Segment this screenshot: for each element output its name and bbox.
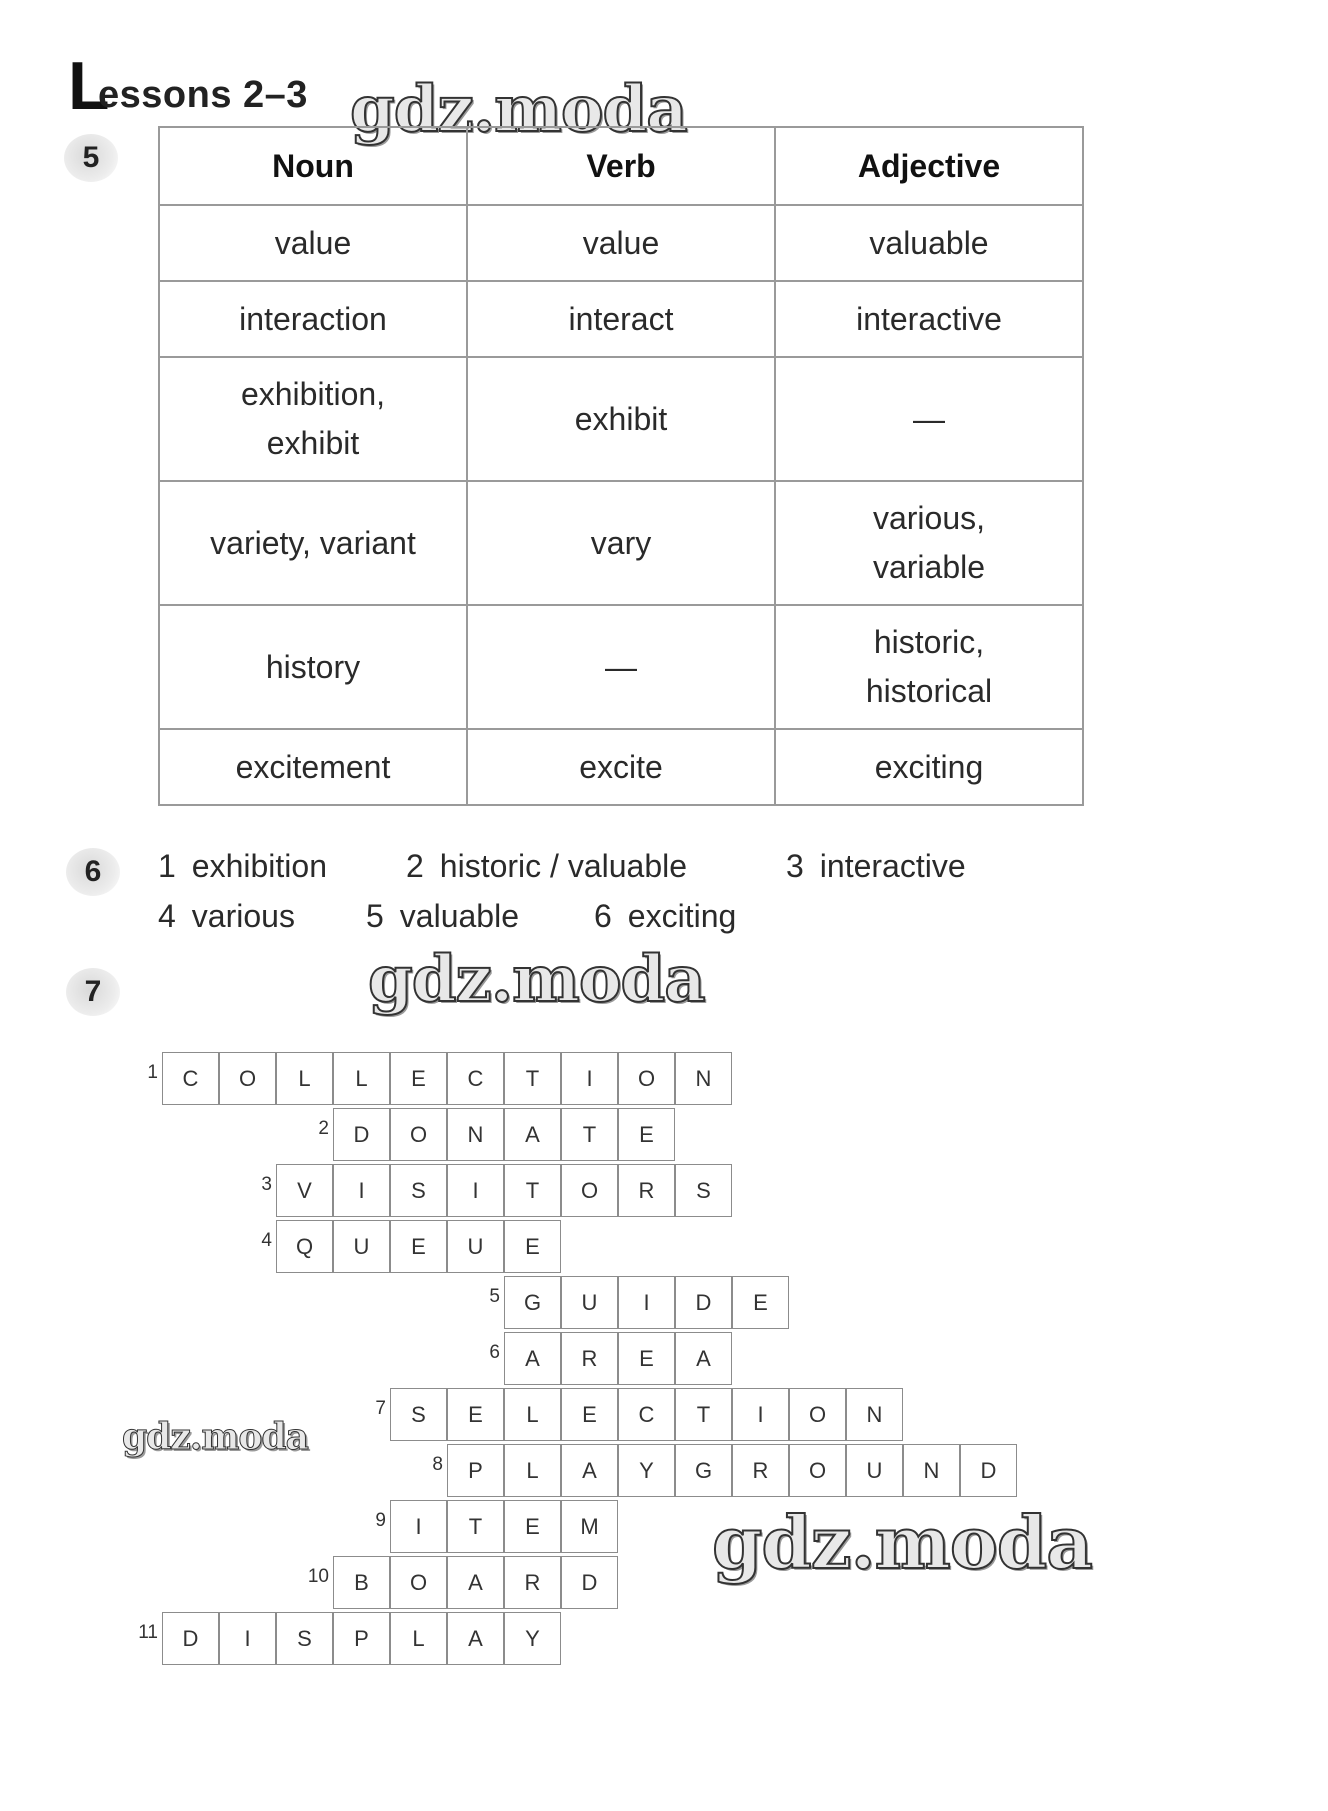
crossword-cell: O: [561, 1164, 618, 1217]
table-cell: [775, 281, 1083, 357]
crossword-cell: E: [390, 1052, 447, 1105]
title-initial-letter: L: [68, 48, 110, 124]
crossword-cell: I: [219, 1612, 276, 1665]
answer-number: 6: [594, 898, 612, 934]
crossword-cell: I: [447, 1164, 504, 1217]
table-cell: [159, 481, 467, 605]
crossword-cell: U: [333, 1220, 390, 1273]
crossword-cell: M: [561, 1500, 618, 1553]
table-cell: [159, 281, 467, 357]
crossword-cell: A: [447, 1612, 504, 1665]
crossword-cell: L: [333, 1052, 390, 1105]
crossword-clue-number: 9: [375, 1510, 386, 1531]
crossword-cell: A: [447, 1556, 504, 1609]
column-header: Adjective: [775, 127, 1083, 205]
crossword-cell: L: [504, 1444, 561, 1497]
answer-item: [158, 898, 295, 935]
crossword-clue-number: 5: [489, 1286, 500, 1307]
cell-text: value: [582, 224, 660, 261]
watermark: gdz.moda: [122, 1416, 308, 1458]
crossword-cell: I: [333, 1164, 390, 1217]
crossword-cell: P: [333, 1612, 390, 1665]
crossword-clue-number: 1: [147, 1062, 158, 1083]
cell-text: excitement: [235, 748, 391, 785]
crossword-cell: T: [561, 1108, 618, 1161]
table-row: [159, 205, 1083, 281]
watermark: gdz.moda: [712, 1500, 1092, 1585]
table-cell: [159, 605, 467, 729]
crossword-cell: C: [618, 1388, 675, 1441]
crossword-cell: N: [675, 1052, 732, 1105]
crossword-cell: O: [219, 1052, 276, 1105]
cell-text: —: [913, 400, 945, 437]
answer-text: various: [191, 898, 295, 934]
crossword-cell: U: [561, 1276, 618, 1329]
table-row: [159, 729, 1083, 805]
crossword-cell: L: [504, 1388, 561, 1441]
table-cell: [159, 205, 467, 281]
crossword-cell: E: [732, 1276, 789, 1329]
crossword-cell: C: [162, 1052, 219, 1105]
crossword-cell: R: [561, 1332, 618, 1385]
crossword-cell: N: [903, 1444, 960, 1497]
cell-text: various,: [872, 500, 986, 536]
crossword-cell: I: [618, 1276, 675, 1329]
table-row: [159, 281, 1083, 357]
crossword-cell: C: [447, 1052, 504, 1105]
crossword-cell: Q: [276, 1220, 333, 1273]
table-header-row: [159, 127, 1083, 205]
crossword-cell: E: [618, 1332, 675, 1385]
crossword-cell: T: [675, 1388, 732, 1441]
crossword-cell: I: [390, 1500, 447, 1553]
crossword-cell: R: [732, 1444, 789, 1497]
crossword-cell: A: [504, 1108, 561, 1161]
crossword-cell: N: [846, 1388, 903, 1441]
table-cell: [467, 605, 775, 729]
table-cell: [467, 729, 775, 805]
crossword-cell: R: [618, 1164, 675, 1217]
crossword-cell: S: [276, 1612, 333, 1665]
table-cell: [467, 481, 775, 605]
crossword-cell: E: [447, 1388, 504, 1441]
crossword-cell: E: [504, 1500, 561, 1553]
word-forms-table: [158, 126, 1084, 806]
cell-text: exhibit: [574, 400, 668, 437]
crossword-cell: A: [504, 1332, 561, 1385]
answer-item: [158, 848, 327, 885]
crossword-cell: D: [333, 1108, 390, 1161]
table-cell: [775, 481, 1083, 605]
crossword-cell: G: [504, 1276, 561, 1329]
table-row: [159, 605, 1083, 729]
answer-text: valuable: [399, 898, 519, 934]
cell-text: historical: [865, 673, 993, 709]
answer-item: [366, 898, 519, 935]
cell-text: historic,: [873, 624, 985, 660]
column-header: Noun: [159, 127, 467, 205]
cell-text: interact: [568, 300, 674, 337]
cell-text: —: [605, 648, 637, 685]
table-cell: [775, 205, 1083, 281]
cell-text: interaction: [239, 300, 387, 337]
crossword-cell: O: [789, 1444, 846, 1497]
crossword-cell: S: [390, 1388, 447, 1441]
crossword-cell: U: [846, 1444, 903, 1497]
crossword-cell: T: [447, 1500, 504, 1553]
answer-number: 1: [158, 848, 176, 884]
crossword-cell: L: [390, 1612, 447, 1665]
crossword-cell: S: [675, 1164, 732, 1217]
crossword-cell: T: [504, 1052, 561, 1105]
crossword-cell: E: [504, 1220, 561, 1273]
crossword-cell: A: [675, 1332, 732, 1385]
table-row: [159, 357, 1083, 481]
crossword-cell: N: [447, 1108, 504, 1161]
cell-text: value: [274, 224, 352, 261]
crossword-cell: O: [390, 1108, 447, 1161]
exercise-5-number: 5: [64, 134, 118, 182]
crossword-cell: A: [561, 1444, 618, 1497]
crossword-cell: P: [447, 1444, 504, 1497]
cell-text: exhibition,: [240, 376, 386, 412]
crossword-cell: O: [618, 1052, 675, 1105]
crossword-cell: V: [276, 1164, 333, 1217]
answer-number: 2: [406, 848, 424, 884]
crossword-clue-number: 6: [489, 1342, 500, 1363]
table-cell: [467, 281, 775, 357]
cell-text: variable: [872, 549, 986, 585]
crossword-cell: Y: [618, 1444, 675, 1497]
cell-text: vary: [590, 524, 652, 561]
crossword-cell: B: [333, 1556, 390, 1609]
cell-text: history: [265, 648, 361, 685]
answer-text: exhibition: [191, 848, 327, 884]
crossword-cell: S: [390, 1164, 447, 1217]
answer-item: [786, 848, 966, 885]
crossword-cell: O: [789, 1388, 846, 1441]
cell-text: excite: [579, 748, 663, 785]
table-cell: [467, 205, 775, 281]
crossword-cell: D: [675, 1276, 732, 1329]
crossword-cell: E: [618, 1108, 675, 1161]
cell-text: exciting: [874, 748, 984, 785]
answer-text: exciting: [627, 898, 737, 934]
crossword-clue-number: 2: [318, 1118, 329, 1139]
crossword-cell: R: [504, 1556, 561, 1609]
table-row: [159, 481, 1083, 605]
cell-text: valuable: [869, 224, 989, 261]
exercise-6-number: 6: [66, 848, 120, 896]
cell-text: variety, variant: [210, 524, 416, 561]
title-text: essons 2–3: [98, 74, 308, 116]
crossword-clue-number: 4: [261, 1230, 272, 1251]
exercise-7-number: 7: [66, 968, 120, 1016]
crossword-cell: D: [960, 1444, 1017, 1497]
answer-number: 5: [366, 898, 384, 934]
crossword-cell: E: [561, 1388, 618, 1441]
crossword-cell: L: [276, 1052, 333, 1105]
answer-text: historic / valuable: [439, 848, 688, 884]
crossword-clue-number: 7: [375, 1398, 386, 1419]
answer-item: [594, 898, 736, 935]
crossword-cell: Y: [504, 1612, 561, 1665]
table-cell: [159, 729, 467, 805]
crossword-cell: I: [561, 1052, 618, 1105]
watermark: gdz.moda: [368, 942, 705, 1017]
answer-text: interactive: [819, 848, 966, 884]
table-cell: [467, 357, 775, 481]
crossword-cell: E: [390, 1220, 447, 1273]
table-cell: [775, 729, 1083, 805]
column-header: Verb: [467, 127, 775, 205]
answer-number: 3: [786, 848, 804, 884]
crossword-cell: G: [675, 1444, 732, 1497]
table-cell: [775, 357, 1083, 481]
crossword-clue-number: 3: [261, 1174, 272, 1195]
crossword-cell: O: [390, 1556, 447, 1609]
crossword-clue-number: 11: [138, 1622, 158, 1643]
crossword-clue-number: 8: [432, 1454, 443, 1475]
table-cell: [775, 605, 1083, 729]
crossword-cell: D: [162, 1612, 219, 1665]
watermark: gdz.moda: [350, 72, 687, 147]
answer-item: [406, 848, 687, 885]
answer-number: 4: [158, 898, 176, 934]
crossword-cell: D: [561, 1556, 618, 1609]
crossword-cell: I: [732, 1388, 789, 1441]
cell-text: exhibit: [266, 425, 360, 461]
table-cell: [159, 357, 467, 481]
crossword-clue-number: 10: [307, 1566, 329, 1587]
crossword-cell: U: [447, 1220, 504, 1273]
cell-text: interactive: [856, 300, 1002, 337]
crossword-cell: T: [504, 1164, 561, 1217]
